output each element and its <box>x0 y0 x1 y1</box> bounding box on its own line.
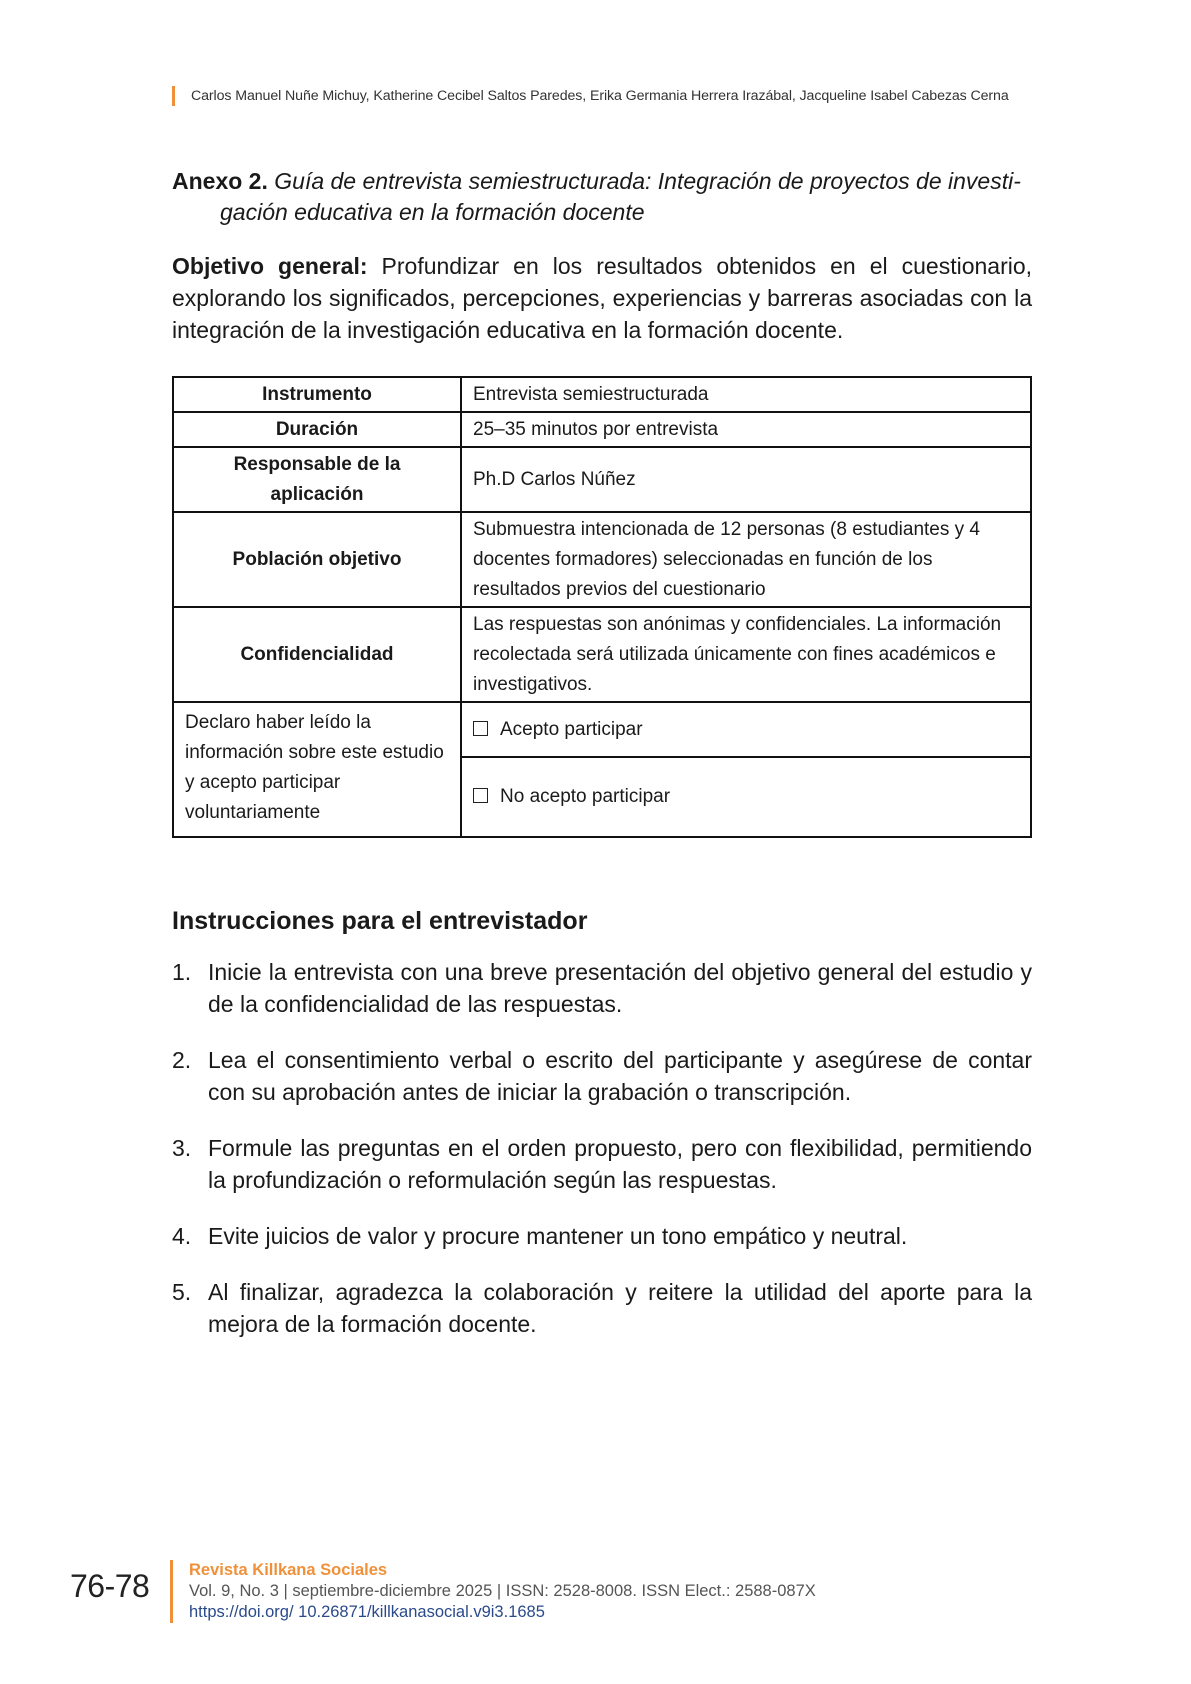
table-key: Duración <box>173 412 461 447</box>
header-authors: Carlos Manuel Nuñe Michuy, Katherine Cecibel Saltos Paredes, Erika Germania Herrera Irazábal, Jacqueline Isabel Cabezas Cerna <box>191 88 1009 104</box>
footer-citation <box>170 1560 969 1623</box>
page-number: 76-78 <box>70 1568 150 1604</box>
annex-label: Anexo 2. <box>172 168 268 194</box>
doi-link[interactable]: https://doi.org/ 10.26871/killkanasocial.v9i3.1685 <box>189 1603 545 1621</box>
instructions-heading: Instrucciones para el entrevistador <box>172 907 588 935</box>
table-key: Confidencialidad <box>173 607 461 702</box>
item-number: 1. <box>172 959 192 985</box>
table-value: Submuestra intencionada de 12 personas (8 estudiantes y 4 docentes formadores) seleccionadas en función de los resultados previos del cuestionario <box>461 512 1031 607</box>
item-text: Al finalizar, agradezca la colaboración y reitere la utilidad del aporte para la mejora de la formación docente. <box>208 1279 1032 1337</box>
consent-accept-cell <box>461 702 1031 757</box>
annex-title <box>172 166 1032 228</box>
item-number: 2. <box>172 1047 192 1073</box>
table-value: Ph.D Carlos Núñez <box>461 447 1031 512</box>
interview-info-table <box>172 376 1032 838</box>
decline-checkbox[interactable] <box>473 788 488 803</box>
item-number: 4. <box>172 1223 192 1249</box>
item-text: Lea el consentimiento verbal o escrito del participante y asegúrese de contar con su aprobación antes de iniciar la grabación o transcripción. <box>208 1047 1032 1105</box>
list-item <box>172 1220 1032 1252</box>
table-value: Las respuestas son anónimas y confidenciales. La información recolectada será utilizada únicamente con fines académicos e investigativos. <box>461 607 1031 702</box>
item-text: Evite juicios de valor y procure mantener un tono empático y neutral. <box>208 1223 908 1249</box>
table-row <box>173 512 1031 607</box>
item-number: 5. <box>172 1279 192 1305</box>
table-key: Responsable de la aplicación <box>173 447 461 512</box>
objective-label: Objetivo general: <box>172 253 368 279</box>
list-item <box>172 956 1032 1020</box>
objective-paragraph <box>172 250 1032 346</box>
item-number: 3. <box>172 1135 192 1161</box>
table-row <box>173 607 1031 702</box>
item-text: Inicie la entrevista con una breve presentación del objetivo general del estudio y de la confidencialidad de las respuestas. <box>208 959 1032 1017</box>
consent-statement: Declaro haber leído la información sobre este estudio y acepto participar voluntariamente <box>173 702 461 837</box>
item-text: Formule las preguntas en el orden propuesto, pero con flexibilidad, permitiendo la profundización o reformulación según las respuestas. <box>208 1135 1032 1193</box>
table-key: Población objetivo <box>173 512 461 607</box>
table-value: Entrevista semiestructurada <box>461 377 1031 412</box>
volume-info: Vol. 9, No. 3 | septiembre-diciembre 2025 | ISSN: 2528-8008. ISSN Elect.: 2588-087X <box>189 1582 816 1600</box>
table-row <box>173 412 1031 447</box>
annex-title-line1: Guía de entrevista semiestructurada: Integración de proyectos de investi- <box>274 168 1021 194</box>
journal-name: Revista Killkana Sociales <box>189 1561 388 1579</box>
table-row <box>173 447 1031 512</box>
running-header <box>172 86 1051 106</box>
objective-text: Profundizar en los resultados obtenidos en el cuestionario, explorando los significados, percepciones, experiencias y barreras asociadas con la integración de la investigación educativa en la formación docente. <box>172 253 1033 343</box>
consent-decline-cell <box>461 757 1031 837</box>
consent-row <box>173 702 1031 757</box>
instructions-list <box>172 956 1032 1364</box>
annex-title-line2: gación educativa en la formación docente <box>220 199 645 225</box>
decline-label: No acepto participar <box>500 786 671 807</box>
list-item <box>172 1044 1032 1108</box>
accept-label: Acepto participar <box>500 718 643 740</box>
accept-checkbox[interactable] <box>473 721 488 736</box>
list-item <box>172 1276 1032 1340</box>
list-item <box>172 1132 1032 1196</box>
table-row <box>173 377 1031 412</box>
table-key: Instrumento <box>173 377 461 412</box>
table-value: 25–35 minutos por entrevista <box>461 412 1031 447</box>
